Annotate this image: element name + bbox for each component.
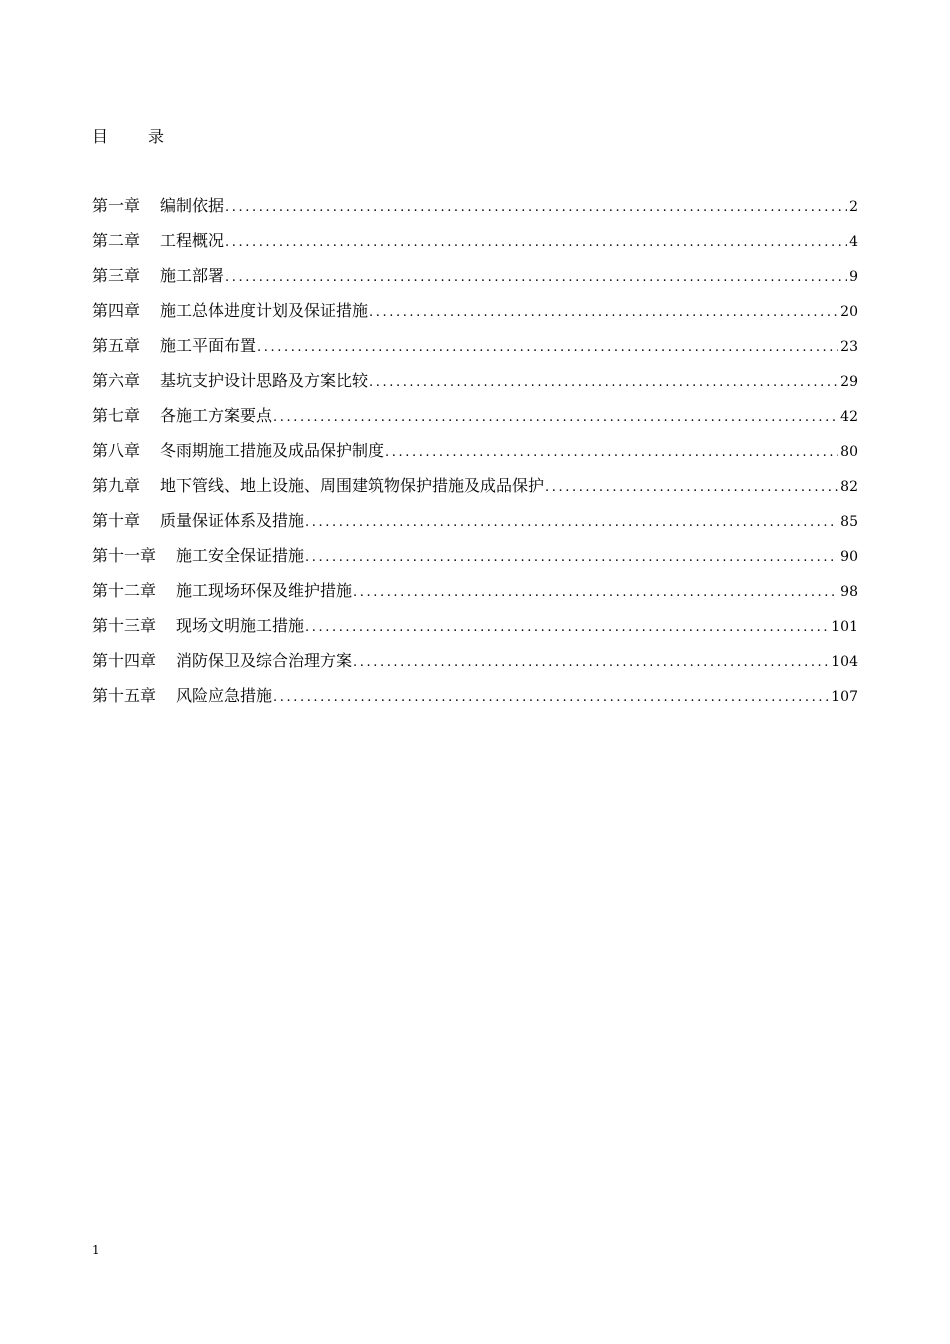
chapter-number: 第十五章 xyxy=(92,686,157,705)
chapter-number: 第八章 xyxy=(92,441,141,460)
chapter-title: 风险应急措施 xyxy=(176,686,273,705)
toc-entry[interactable] xyxy=(92,402,858,437)
dot-leader xyxy=(224,229,847,257)
chapter-title: 施工现场环保及维护措施 xyxy=(176,581,353,600)
chapter-title: 消防保卫及综合治理方案 xyxy=(176,651,353,670)
chapter-number: 第七章 xyxy=(92,406,141,425)
table-of-contents xyxy=(92,192,858,717)
toc-entry[interactable] xyxy=(92,472,858,507)
chapter-number: 第一章 xyxy=(92,196,141,215)
toc-entry[interactable] xyxy=(92,577,858,612)
toc-entry[interactable] xyxy=(92,192,858,227)
page-number: 104 xyxy=(831,654,858,670)
toc-entry[interactable] xyxy=(92,542,858,577)
chapter-number: 第十四章 xyxy=(92,651,157,670)
toc-entry[interactable] xyxy=(92,367,858,402)
chapter-number: 第十二章 xyxy=(92,581,157,600)
toc-entry[interactable] xyxy=(92,437,858,472)
chapter-title: 编制依据 xyxy=(160,196,225,215)
toc-entry[interactable] xyxy=(92,332,858,367)
chapter-title: 各施工方案要点 xyxy=(160,406,273,425)
page-number: 82 xyxy=(840,479,858,495)
dot-leader xyxy=(224,194,847,222)
page-number: 20 xyxy=(840,304,858,320)
chapter-number: 第十章 xyxy=(92,511,141,530)
chapter-title: 工程概况 xyxy=(160,231,225,250)
chapter-number: 第五章 xyxy=(92,336,141,355)
page-number: 107 xyxy=(831,689,858,705)
dot-leader xyxy=(352,649,829,677)
page-number: 42 xyxy=(840,409,858,425)
chapter-title: 地下管线、地上设施、周围建筑物保护措施及成品保护 xyxy=(160,476,545,495)
toc-entry[interactable] xyxy=(92,507,858,542)
dot-leader xyxy=(304,614,829,642)
page-number: 29 xyxy=(840,374,858,390)
chapter-title: 施工平面布置 xyxy=(160,336,257,355)
dot-leader xyxy=(352,579,838,607)
page-number: 2 xyxy=(849,199,858,215)
dot-leader xyxy=(304,544,838,572)
chapter-title: 施工总体进度计划及保证措施 xyxy=(160,301,369,320)
toc-entry[interactable] xyxy=(92,612,858,647)
toc-entry[interactable] xyxy=(92,297,858,332)
dot-leader xyxy=(272,684,829,712)
dot-leader xyxy=(544,474,838,502)
dot-leader xyxy=(224,264,847,292)
footer-page-number: 1 xyxy=(92,1243,100,1257)
chapter-title: 现场文明施工措施 xyxy=(176,616,305,635)
dot-leader xyxy=(304,509,838,537)
toc-entry[interactable] xyxy=(92,262,858,297)
toc-entry[interactable] xyxy=(92,227,858,262)
chapter-number: 第十三章 xyxy=(92,616,157,635)
chapter-number: 第九章 xyxy=(92,476,141,495)
chapter-title: 基坑支护设计思路及方案比较 xyxy=(160,371,369,390)
toc-entry[interactable] xyxy=(92,682,858,717)
page-number: 90 xyxy=(840,549,858,565)
chapter-title: 冬雨期施工措施及成品保护制度 xyxy=(160,441,385,460)
chapter-number: 第三章 xyxy=(92,266,141,285)
chapter-title: 质量保证体系及措施 xyxy=(160,511,305,530)
page-number: 23 xyxy=(840,339,858,355)
page-number: 80 xyxy=(840,444,858,460)
toc-heading: 目录 xyxy=(92,127,205,146)
page-number: 4 xyxy=(849,234,858,250)
dot-leader xyxy=(256,334,838,362)
chapter-number: 第四章 xyxy=(92,301,141,320)
page-number: 85 xyxy=(840,514,858,530)
chapter-number: 第二章 xyxy=(92,231,141,250)
page-number: 98 xyxy=(840,584,858,600)
chapter-title: 施工部署 xyxy=(160,266,225,285)
dot-leader xyxy=(272,404,838,432)
toc-entry[interactable] xyxy=(92,647,858,682)
page-number: 9 xyxy=(849,269,858,285)
chapter-number: 第六章 xyxy=(92,371,141,390)
dot-leader xyxy=(368,369,838,397)
chapter-title: 施工安全保证措施 xyxy=(176,546,305,565)
chapter-number: 第十一章 xyxy=(92,546,157,565)
dot-leader xyxy=(368,299,838,327)
dot-leader xyxy=(384,439,838,467)
page-number: 101 xyxy=(831,619,858,635)
